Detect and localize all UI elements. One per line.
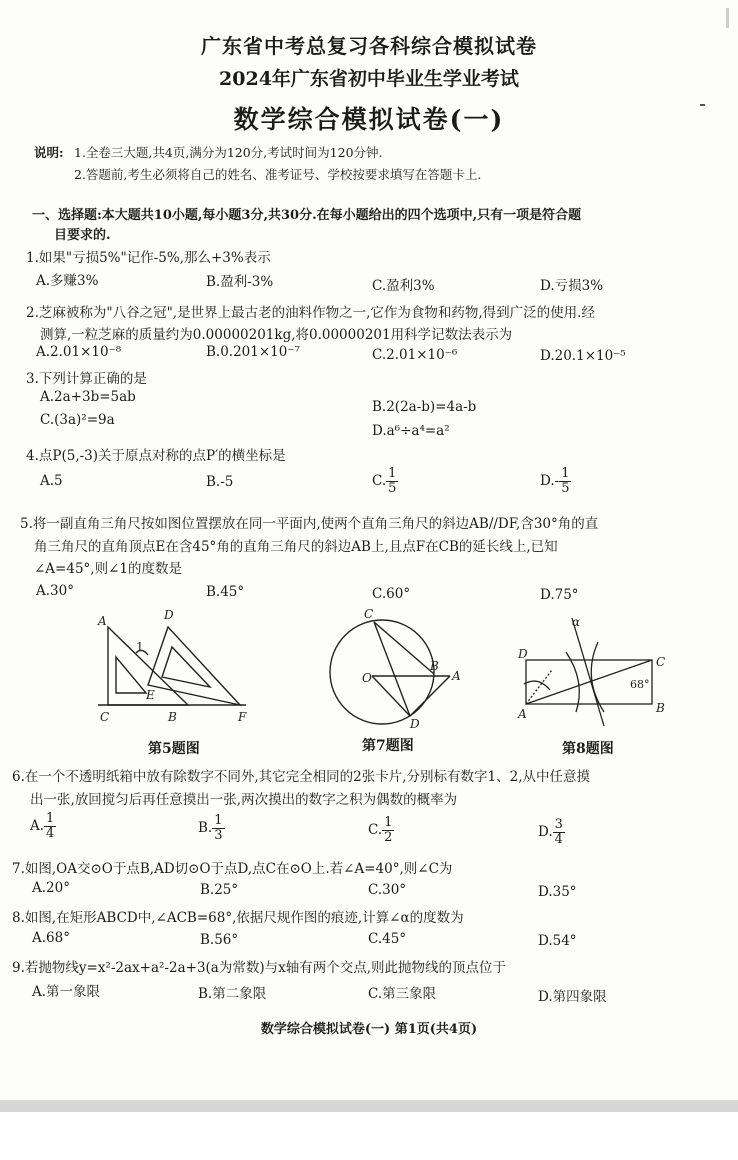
- q5-option-d: D.75°: [540, 587, 579, 603]
- q9-option-b: B.第二象限: [198, 986, 267, 1002]
- fig7-label-b: B: [430, 659, 439, 673]
- construction-arc-3: [524, 681, 550, 690]
- chord-cd: [374, 622, 410, 716]
- fraction-denominator: 4: [46, 826, 55, 841]
- header-paper-title: 数学综合模拟试卷(一): [233, 105, 505, 134]
- q5-stem-line2: 角三角尺的直角顶点E在含45°角的直角三角尺的斜边AB上,且点F在CB的延长线上,已知: [34, 539, 558, 555]
- figure-8-caption: 第8题图: [562, 741, 614, 757]
- q4-option-c-letter: C.: [372, 473, 387, 489]
- q4-option-d: [540, 467, 571, 496]
- fig8-label-c: C: [656, 655, 666, 669]
- page-footer: 数学综合模拟试卷(一) 第1页(共4页): [260, 1022, 478, 1037]
- q8-option-b: B.56°: [200, 932, 239, 948]
- figure-7-caption: 第7题图: [362, 738, 414, 754]
- section-1-heading: 一、选择题:本大题共10小题,每小题3分,共30分.在每小题给出的四个选项中,只有一项是符合题: [32, 208, 582, 223]
- q6-option-a: [30, 812, 56, 841]
- fraction-denominator: 5: [388, 481, 397, 496]
- notes-label: 说明:: [34, 145, 64, 160]
- q8-option-c: C.45°: [368, 931, 407, 947]
- fig5-label-b: B: [168, 710, 177, 724]
- radius-od: [372, 676, 410, 716]
- q6-option-c: [368, 816, 394, 845]
- fraction-denominator: 2: [384, 830, 393, 845]
- blank-area: [0, 1112, 738, 1160]
- fig8-label-b: B: [656, 701, 665, 715]
- note-2: 2.答题前,考生必须将自己的姓名、准考证号、学校按要求填写在答题卡上.: [74, 167, 482, 182]
- fraction-numerator: 1: [561, 466, 570, 481]
- fig7-label-a: A: [452, 669, 461, 683]
- fig5-label-d: D: [164, 608, 174, 622]
- q4-option-d-letter: D.-: [540, 473, 560, 489]
- q7-option-a: A.20°: [32, 880, 70, 896]
- q2-option-d: D.20.1×10⁻⁵: [540, 348, 626, 364]
- q3-option-a: A.2a+3b=5ab: [40, 389, 136, 405]
- q2-option-a: A.2.01×10⁻⁸: [36, 344, 122, 360]
- q4-stem: 4.点P(5,-3)关于原点对称的点P′的横坐标是: [26, 448, 286, 464]
- q8-option-d: D.54°: [538, 933, 577, 949]
- q2-option-c: C.2.01×10⁻⁶: [372, 347, 458, 363]
- q7-option-b: B.25°: [200, 882, 239, 898]
- q9-option-a: A.第一象限: [32, 984, 101, 1000]
- q6-option-a-fraction: [44, 812, 56, 841]
- fig5-label-e: E: [146, 688, 155, 702]
- q1-stem: 1.如果"亏损5%"记作-5%,那么+3%表示: [26, 250, 271, 266]
- fraction-denominator: 5: [561, 481, 570, 496]
- q6-option-d-fraction: [553, 818, 565, 847]
- figure-5-diagram: [90, 605, 280, 730]
- fig5-label-a: A: [98, 614, 107, 628]
- q6-option-d-letter: D.: [538, 824, 553, 840]
- fraction-numerator: 1: [46, 811, 55, 826]
- figure-5-caption: 第5题图: [148, 741, 200, 757]
- q5-option-c: C.60°: [372, 586, 411, 602]
- scan-mark: [726, 8, 729, 28]
- header-exam-title: 2024年广东省初中毕业生学业考试: [219, 68, 519, 90]
- q3-option-d: D.a⁶÷a⁴=a²: [372, 423, 450, 439]
- fig5-label-c: C: [100, 710, 110, 724]
- q9-option-d: D.第四象限: [538, 989, 607, 1005]
- q3-option-c: C.(3a)²=9a: [40, 412, 115, 428]
- figure-7-diagram: [318, 604, 468, 730]
- scan-edge-band: [0, 1100, 738, 1112]
- q7-option-d: D.35°: [538, 884, 577, 900]
- q1-option-a: A.多赚3%: [36, 273, 99, 289]
- q7-option-c: C.30°: [368, 882, 407, 898]
- q4-option-b: B.-5: [206, 474, 234, 490]
- q8-stem: 8.如图,在矩形ABCD中,∠ACB=68°,依据尺规作图的痕迹,计算∠α的度数为: [12, 910, 464, 926]
- construction-arc-1: [566, 652, 579, 712]
- header-series-title: 广东省中考总复习各科综合模拟试卷: [201, 34, 537, 58]
- fig8-label-alpha: α: [572, 615, 581, 629]
- q5-stem-line3: ∠A=45°,则∠1的度数是: [34, 561, 182, 577]
- section-1-heading-cont: 目要求的.: [54, 228, 111, 243]
- q4-option-c-fraction: [386, 467, 398, 496]
- fig7-label-c: C: [364, 607, 374, 621]
- q6-option-d: [538, 818, 565, 847]
- q4-option-c: [372, 467, 398, 496]
- q2-option-b: B.0.201×10⁻⁷: [206, 344, 300, 360]
- q6-option-b-letter: B.: [198, 820, 213, 836]
- fraction-numerator: 1: [388, 466, 397, 481]
- q5-option-b: B.45°: [206, 584, 245, 600]
- q6-option-c-letter: C.: [368, 822, 383, 838]
- chord-cb: [374, 622, 434, 674]
- fig7-label-o: O: [362, 671, 372, 685]
- fraction-denominator: 4: [554, 832, 563, 847]
- q8-option-a: A.68°: [32, 930, 70, 946]
- fraction-denominator: 3: [214, 828, 223, 843]
- q4-option-a: A.5: [40, 473, 63, 489]
- q6-option-b: [198, 814, 225, 843]
- triangle-45-inner: [116, 657, 146, 693]
- q6-stem-line1: 6.在一个不透明纸箱中放有除数字不同外,其它完全相同的2张卡片,分别标有数字1、2,从中任意摸: [12, 769, 591, 785]
- triangle-30-inner: [162, 647, 210, 687]
- fraction-numerator: 3: [554, 817, 563, 832]
- fig8-label-d: D: [518, 647, 528, 661]
- q6-option-a-letter: A.: [30, 818, 45, 834]
- q6-option-c-fraction: [382, 816, 394, 845]
- q1-option-d: D.亏损3%: [540, 278, 604, 294]
- q1-option-c: C.盈利3%: [372, 278, 435, 294]
- q9-option-c: C.第三象限: [368, 986, 437, 1002]
- fraction-numerator: 1: [384, 815, 393, 830]
- q3-option-b: B.2(2a-b)=4a-b: [372, 399, 477, 415]
- q4-option-d-fraction: [559, 467, 571, 496]
- q3-stem: 3.下列计算正确的是: [26, 371, 147, 387]
- fraction-numerator: 1: [214, 813, 223, 828]
- fig8-label-angle: 68°: [630, 678, 650, 691]
- q5-option-a: A.30°: [36, 583, 74, 599]
- fig5-label-1: 1: [136, 640, 144, 654]
- q5-stem-line1: 5.将一副直角三角尺按如图位置摆放在同一平面内,使两个直角三角尺的斜边AB//DF,含30°角的直: [20, 516, 599, 532]
- q9-stem: 9.若抛物线y=x²-2ax+a²-2a+3(a为常数)与x轴有两个交点,则此抛物线的顶点位于: [12, 960, 507, 976]
- q2-stem-line2: 测算,一粒芝麻的质量约为0.00000201kg,将0.00000201用科学记数法表示为: [40, 327, 513, 343]
- triangle-30: [148, 627, 240, 705]
- note-1: 1.全卷三大题,共4页,满分为120分,考试时间为120分钟.: [74, 145, 383, 160]
- fig5-label-f: F: [238, 710, 247, 724]
- figure-8-diagram: [512, 612, 672, 736]
- q2-stem-line1: 2.芝麻被称为"八谷之冠",是世界上最古老的油料作物之一,它作为食物和药物,得到广泛的使用.经: [26, 305, 595, 321]
- q7-stem: 7.如图,OA交⊙O于点B,AD切⊙O于点D,点C在⊙O上.若∠A=40°,则∠C为: [12, 861, 453, 877]
- q6-option-b-fraction: [212, 814, 224, 843]
- fig8-label-a: A: [518, 707, 527, 721]
- q6-stem-line2: 出一张,放回搅匀后再任意摸出一张,两次摸出的数字之积为偶数的概率为: [30, 792, 458, 808]
- fig7-label-d: D: [410, 717, 420, 730]
- q1-option-b: B.盈利-3%: [206, 274, 274, 290]
- tangent-ad: [410, 676, 450, 716]
